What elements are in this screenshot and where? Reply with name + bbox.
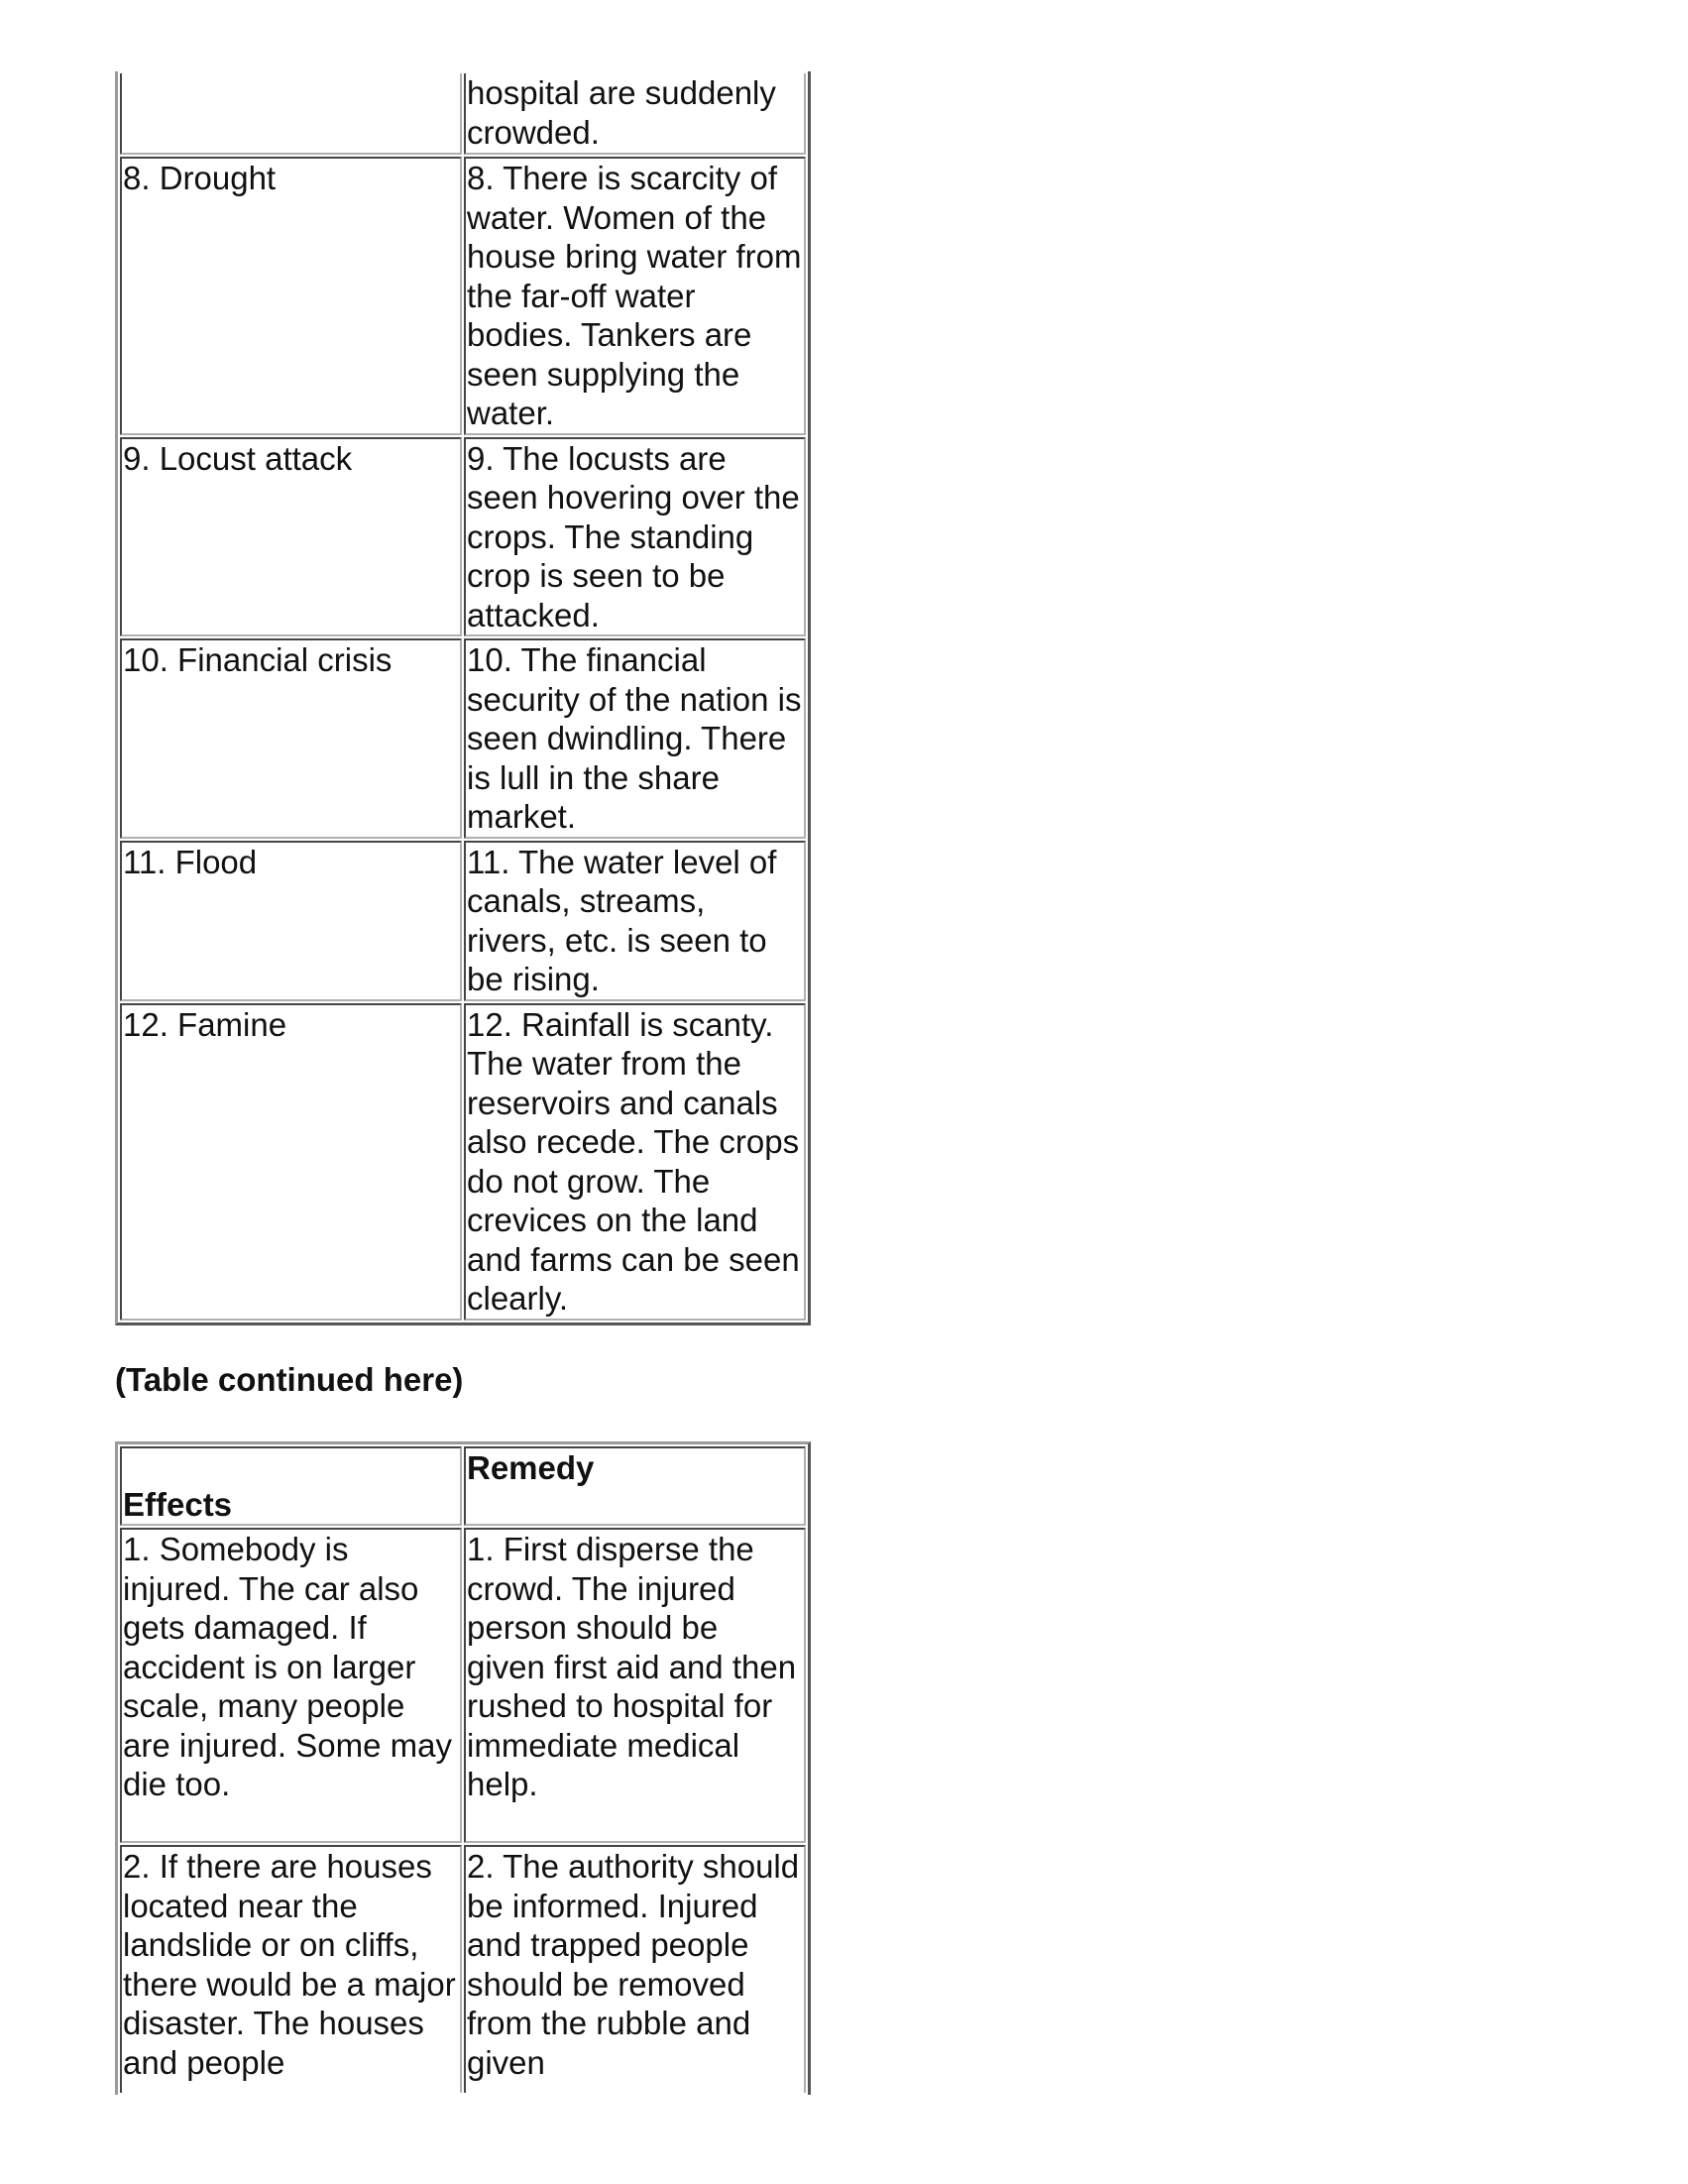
signs-cell: 11. The water level of canals, streams, rivers, etc. is seen to be rising. (464, 841, 806, 1001)
remedy-cell: 1. First disperse the crowd. The injured person should be given first aid and then rushed to hospital for immediate medical help. (464, 1528, 806, 1843)
disaster-cell: 8. Drought (120, 157, 462, 435)
disaster-cell: 10. Financial crisis (120, 638, 462, 839)
signs-cell: 10. The financial security of the nation is seen dwindling. There is lull in the share market. (464, 638, 806, 839)
signs-cell: 9. The locusts are seen hovering over the crops. The standing crop is seen to be attacked. (464, 437, 806, 637)
disaster-cell: 12. Famine (120, 1003, 462, 1321)
table-continued-note: (Table continued here) (115, 1361, 464, 1398)
table-row (120, 1003, 806, 1321)
remedy-cell: 2. The authority should be informed. Injured and trapped people should be removed from the rubble and given (464, 1845, 806, 2093)
disaster-cell: 11. Flood (120, 841, 462, 1001)
table-row (120, 157, 806, 435)
table-row (120, 73, 806, 155)
table-row (120, 1528, 806, 1843)
table-row (120, 437, 806, 637)
table-row (120, 841, 806, 1001)
table-header-row (120, 1446, 806, 1526)
disaster-cell (120, 73, 462, 155)
signs-cell: hospital are suddenly crowded. (464, 73, 806, 155)
column-header-effects: Effects (120, 1446, 462, 1526)
disaster-cell: 9. Locust attack (120, 437, 462, 637)
column-header-remedy: Remedy (464, 1446, 806, 1526)
signs-cell: 8. There is scarcity of water. Women of the house bring water from the far-off water bodies. Tankers are seen supplying the water. (464, 157, 806, 435)
table-row (120, 1845, 806, 2093)
signs-cell: 12. Rainfall is scanty. The water from the reservoirs and canals also recede. The crops do not grow. The crevices on the land and farms can be seen clearly. (464, 1003, 806, 1321)
effects-cell: 2. If there are houses located near the landslide or on cliffs, there would be a major disaster. The houses and people (120, 1845, 462, 2093)
effects-cell: 1. Somebody is injured. The car also gets damaged. If accident is on larger scale, many people are injured. Some may die too. (120, 1528, 462, 1843)
table-row (120, 638, 806, 839)
effects-remedy-table (115, 1441, 811, 2095)
disaster-signs-table (115, 71, 811, 1325)
